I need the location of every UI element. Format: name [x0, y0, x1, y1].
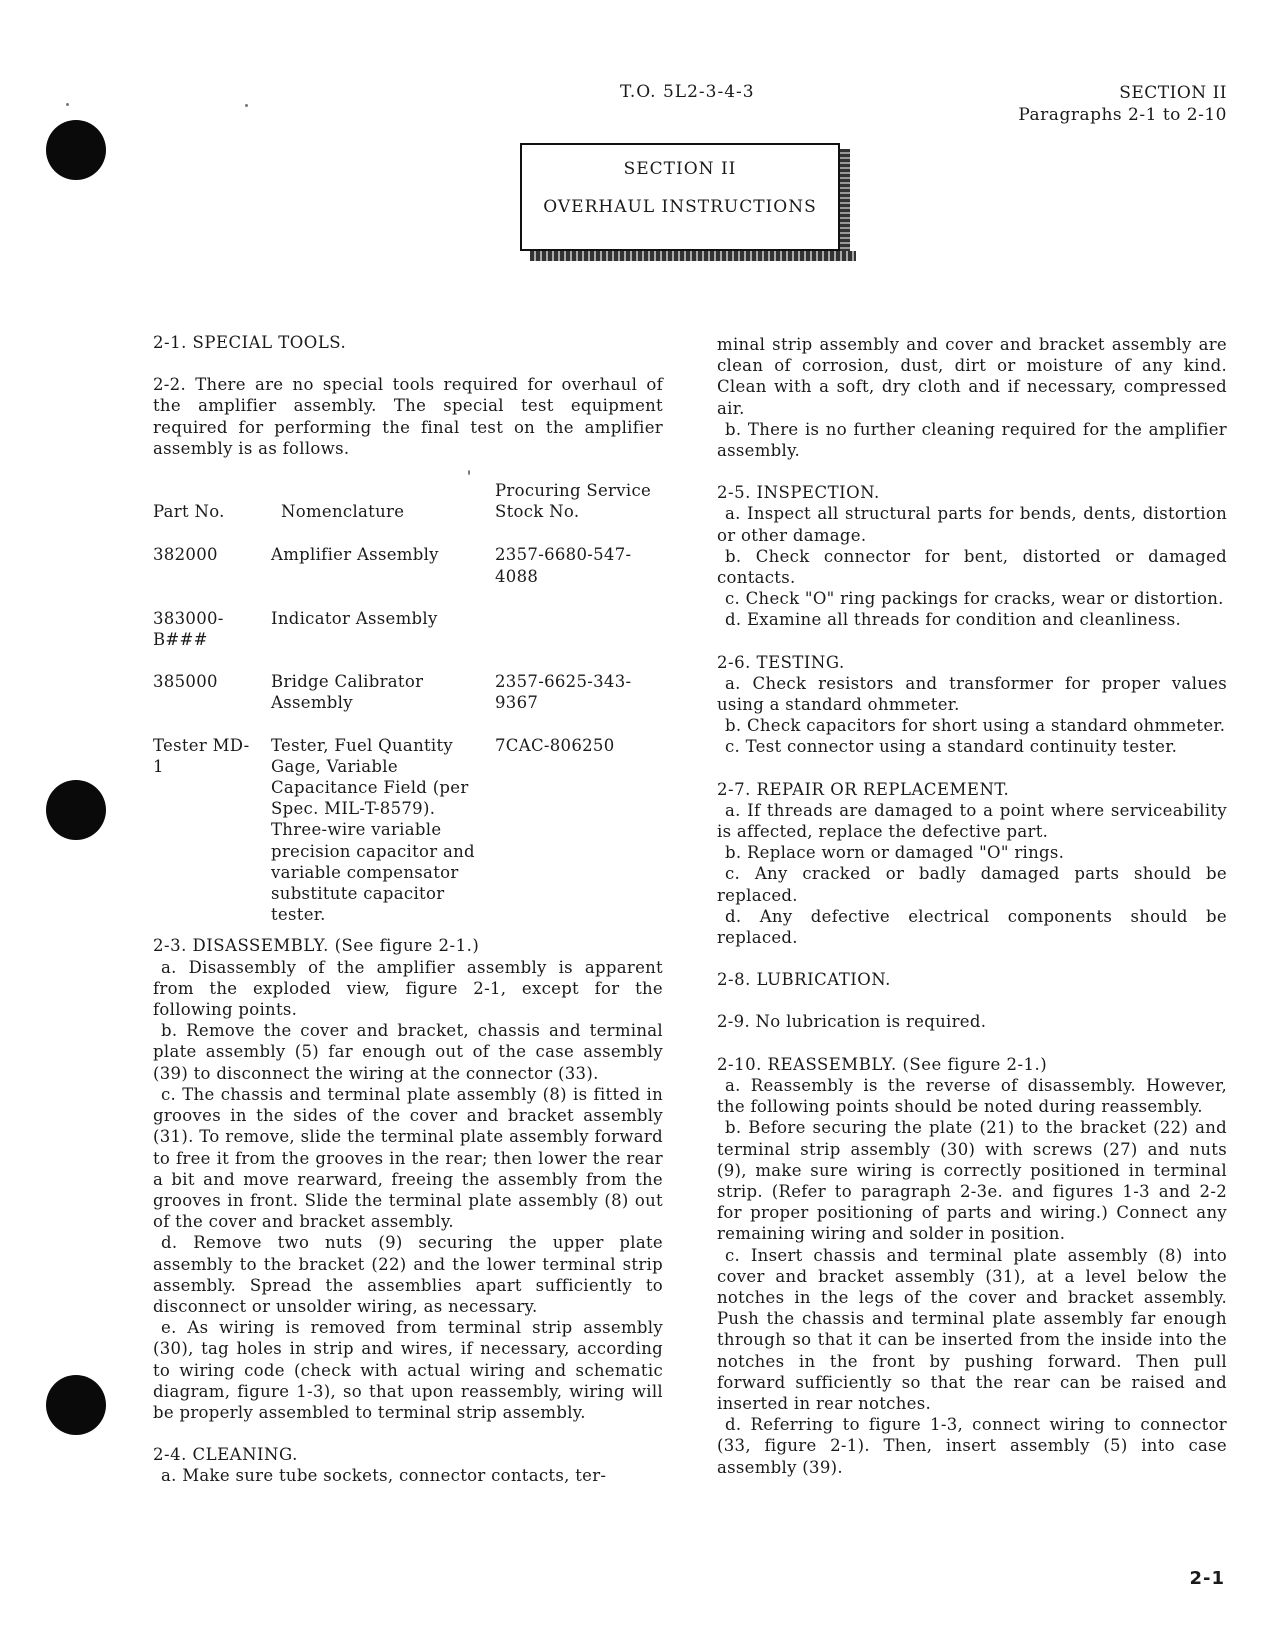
punch-hole-top [46, 120, 106, 180]
special-tools-table [153, 480, 663, 935]
col-header-stock-line1: Procuring Service [495, 481, 652, 501]
para-2-4-b: b. There is no further cleaning required for the amplifier assembly. [717, 419, 1227, 461]
para-2-7-a: a. If threads are damaged to a point where serviceability is affected, replace the defective part. [717, 800, 1227, 842]
para-2-7-heading: 2-7. REPAIR OR REPLACEMENT. [717, 779, 1010, 799]
cell-stock: 2357-6625-343-9367 [495, 672, 632, 713]
para-2-7-d: d. Any defective electrical components should be replaced. [717, 906, 1227, 948]
para-2-7-c: c. Any cracked or badly damaged parts should be replaced. [717, 864, 1227, 905]
para-2-6-c: c. Test connector using a standard continuity tester. [725, 737, 1178, 757]
para-2-9: 2-9. No lubrication is required. [717, 1012, 987, 1032]
cell-part: 383000-B### [153, 608, 224, 650]
section-subtitle: OVERHAUL INSTRUCTIONS [543, 197, 817, 217]
left-column [153, 332, 663, 1487]
para-2-4-heading: 2-4. CLEANING. [153, 1445, 298, 1465]
para-2-4-a-continued: minal strip assembly and cover and bracket assembly are clean of corrosion, dust, dirt or moisture of any kind. Clean with a soft, dry cloth and if necessary, compressed air. [717, 335, 1227, 418]
scan-speck [245, 104, 248, 107]
box-shadow-right [840, 149, 850, 261]
para-2-6-heading: 2-6. TESTING. [717, 652, 845, 672]
cell-name: Bridge Calibrator Assembly [271, 672, 424, 713]
cell-part: 385000 [153, 672, 218, 692]
section-title: SECTION II [623, 159, 737, 179]
right-column [717, 334, 1227, 1478]
para-2-7-b: b. Replace worn or damaged "O" rings. [725, 843, 1065, 863]
cell-name: Tester, Fuel Quantity Gage, Variable Capacitance Field (per Spec. MIL-T-8579). Three-wire variable precision capacitor and variable compensator substitute capacitor tester. [271, 735, 475, 925]
table-header-row [153, 480, 663, 544]
para-2-3-b: b. Remove the cover and bracket, chassis and terminal plate assembly (5) far enough out of the case assembly (39) to disconnect the wiring at the connector (33). [153, 1021, 663, 1083]
para-2-6-b: b. Check capacitors for short using a standard ohmmeter. [725, 716, 1226, 736]
para-2-10-b: b. Before securing the plate (21) to the bracket (22) and terminal strip assembly (30) with screws (27) and nuts (9), make sure wiring is correctly positioned in terminal strip. (Refer to paragraph 2-3e. and figures 1-3 and 2-2 for proper positioning of parts and wiring.) Connect any remaining wiring and solder in position. [717, 1118, 1227, 1244]
para-2-3-c: c. The chassis and terminal plate assembly (8) is fitted in grooves in the sides of the cover and bracket assembly (31). To remove, slide the terminal plate assembly forward to free it from the grooves in the rear; then lower the rear a bit and move rearward, freeing the assembly from the grooves in front. Slide the terminal plate assembly (8) out of the cover and bracket assembly. [153, 1084, 663, 1232]
cell-stock [495, 608, 663, 671]
cell-stock: 2357-6680-547-4088 [495, 545, 632, 586]
para-2-5-heading: 2-5. INSPECTION. [717, 483, 880, 503]
para-2-5-b: b. Check connector for bent, distorted or damaged contacts. [717, 546, 1227, 588]
para-2-3-a: a. Disassembly of the amplifier assembly is apparent from the exploded view, figure 2-1, except for the following points. [153, 957, 663, 1020]
para-2-10-heading: 2-10. REASSEMBLY. (See figure 2-1.) [717, 1054, 1048, 1074]
para-2-3-e: e. As wiring is removed from terminal strip assembly (30), tag holes in strip and wires, if necessary, according to wiring code (check with actual wiring and schematic diagram, figure 1-3), so that upon reassembly, wiring will be properly assembled to terminal strip assembly. [153, 1318, 663, 1422]
punch-hole-middle [46, 780, 106, 840]
section-label: SECTION II [1119, 83, 1227, 103]
table-row [153, 735, 663, 936]
cell-name: Indicator Assembly [271, 608, 438, 628]
para-2-8-heading: 2-8. LUBRICATION. [717, 970, 891, 990]
para-2-5-d: d. Examine all threads for condition and cleanliness. [725, 610, 1182, 630]
table-row [153, 608, 663, 671]
cell-stock: 7CAC-806250 [495, 735, 615, 755]
col-header-part-no: Part No. [153, 502, 225, 522]
scan-speck [66, 103, 69, 106]
to-number: T.O. 5L2-3-4-3 [620, 82, 755, 102]
page-number: 2-1 [1189, 1568, 1225, 1589]
para-2-1-heading: 2-1. SPECIAL TOOLS. [153, 333, 347, 352]
para-2-10-a: a. Reassembly is the reverse of disassembly. However, the following points should be noted during reassembly. [717, 1075, 1227, 1117]
para-2-5-a: a. Inspect all structural parts for bends, dents, distortion or other damage. [717, 504, 1227, 545]
para-2-3-heading: 2-3. DISASSEMBLY. (See figure 2-1.) [153, 936, 480, 956]
page-header-right [1018, 82, 1227, 126]
paragraph-range: Paragraphs 2-1 to 2-10 [1018, 105, 1227, 125]
para-2-2: 2-2. There are no special tools required for overhaul of the amplifier assembly. The special test equipment required for performing the final test on the amplifier assembly is as follows. [153, 375, 663, 458]
table-row [153, 544, 663, 607]
cell-part: Tester MD-1 [153, 735, 250, 776]
box-shadow-bottom [530, 251, 856, 261]
para-2-6-a: a. Check resistors and transformer for proper values using a standard ohmmeter. [717, 673, 1227, 715]
para-2-10-c: c. Insert chassis and terminal plate assembly (8) into cover and bracket assembly (31), at a level below the notches in the legs of the cover and bracket assembly. Push the chassis and terminal plate assembly far enough through so that it can be inserted from the inside into the notches in the front by pushing forward. Then pull forward sufficiently so that the rear can be raised and inserted in rear notches. [717, 1245, 1227, 1413]
para-2-3-d: d. Remove two nuts (9) securing the upper plate assembly to the bracket (22) and the lower terminal strip assembly. Spread the assemblies apart sufficiently to disconnect or unsolder wiring, as necessary. [153, 1233, 663, 1316]
cell-part: 382000 [153, 545, 218, 565]
punch-hole-bottom [46, 1375, 106, 1435]
para-2-4-a: a. Make sure tube sockets, connector contacts, ter- [161, 1466, 607, 1486]
table-row [153, 671, 663, 734]
cell-name: Amplifier Assembly [271, 545, 439, 565]
col-header-stock-line2: Stock No. [495, 502, 580, 522]
section-title-box [520, 143, 840, 251]
col-header-nomenclature: Nomenclature [281, 502, 405, 522]
col-header-stock-no [495, 480, 663, 544]
para-2-10-d: d. Referring to figure 1-3, connect wiring to connector (33, figure 2-1). Then, insert assembly (5) into case assembly (39). [717, 1415, 1227, 1477]
para-2-5-c: c. Check "O" ring packings for cracks, wear or distortion. [725, 589, 1224, 609]
